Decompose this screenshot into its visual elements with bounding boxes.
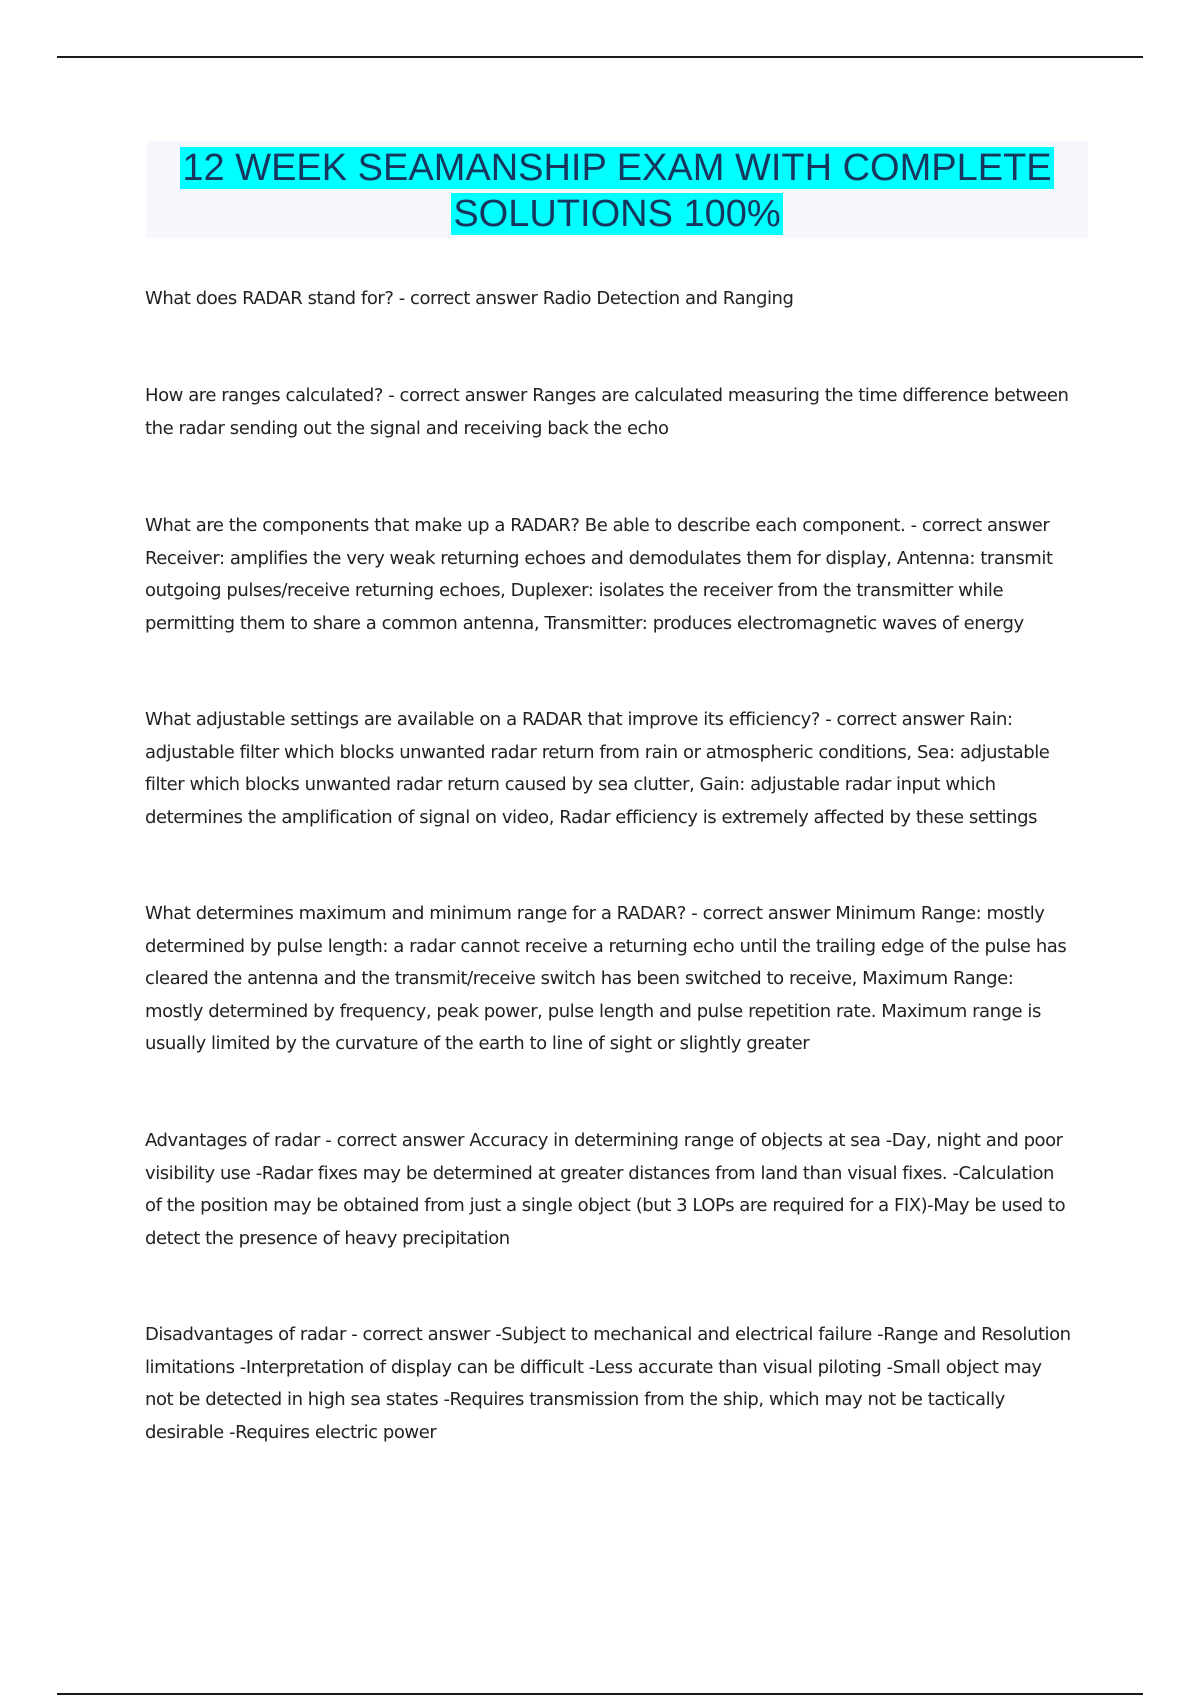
- qa-item-range-calculation: How are ranges calculated? - correct answer Ranges are calculated measuring the time difference between the radar sending out the signal and receiving back the echo: [145, 385, 1069, 439]
- qa-item-radar-disadvantages: Disadvantages of radar - correct answer -Subject to mechanical and electrical failure -Range and Resolution limitations -Interpretation of display can be difficult -Less accurate than visual piloting -Small object may not be detected in high sea states -Requires transmission from the ship, which may not be tactically desirable -Requires electric power: [145, 1324, 1071, 1443]
- title-line-1: 12 WEEK SEAMANSHIP EXAM WITH COMPLETE: [182, 147, 1052, 189]
- document-title: [146, 141, 1088, 238]
- header-rule: [57, 56, 1143, 58]
- qa-item-radar-acronym: What does RADAR stand for? - correct answer Radio Detection and Ranging: [145, 288, 794, 309]
- title-line-2: SOLUTIONS 100%: [453, 193, 781, 235]
- qa-item-radar-advantages: Advantages of radar - correct answer Accuracy in determining range of objects at sea -Day, night and poor visibility use -Radar fixes may be determined at greater distances from land than visual fixes. -Calculation of the position may be obtained from just a single object (but 3 LOPs are required for a FIX)-May be used to detect the presence of heavy precipitation: [145, 1130, 1066, 1249]
- qa-item-adjustable-settings: What adjustable settings are available on a RADAR that improve its efficiency? - correct answer Rain: adjustable filter which blocks unwanted radar return from rain or atmospheric conditions, Sea: adjustable filter which blocks unwanted radar return caused by sea clutter, Gain: adjustable radar input which determines the amplification of signal on video, Radar efficiency is extremely affected by these settings: [145, 709, 1050, 828]
- qa-item-range-determinants: What determines maximum and minimum range for a RADAR? - correct answer Minimum Range: mostly determined by pulse length: a radar cannot receive a returning echo until the trailing edge of the pulse has cleared the antenna and the transmit/receive switch has been switched to receive, Maximum Range: mostly determined by frequency, peak power, pulse length and pulse repetition rate. Maximum range is usually limited by the curvature of the earth to line of sight or slightly greater: [145, 903, 1067, 1054]
- qa-item-radar-components: What are the components that make up a RADAR? Be able to describe each component. - correct answer Receiver: amplifies the very weak returning echoes and demodulates them for display, Antenna: transmit outgoing pulses/receive returning echoes, Duplexer: isolates the receiver from the transmitter while permitting them to share a common antenna, Transmitter: produces electromagnetic waves of energy: [145, 515, 1053, 634]
- footer-rule: [57, 1693, 1143, 1695]
